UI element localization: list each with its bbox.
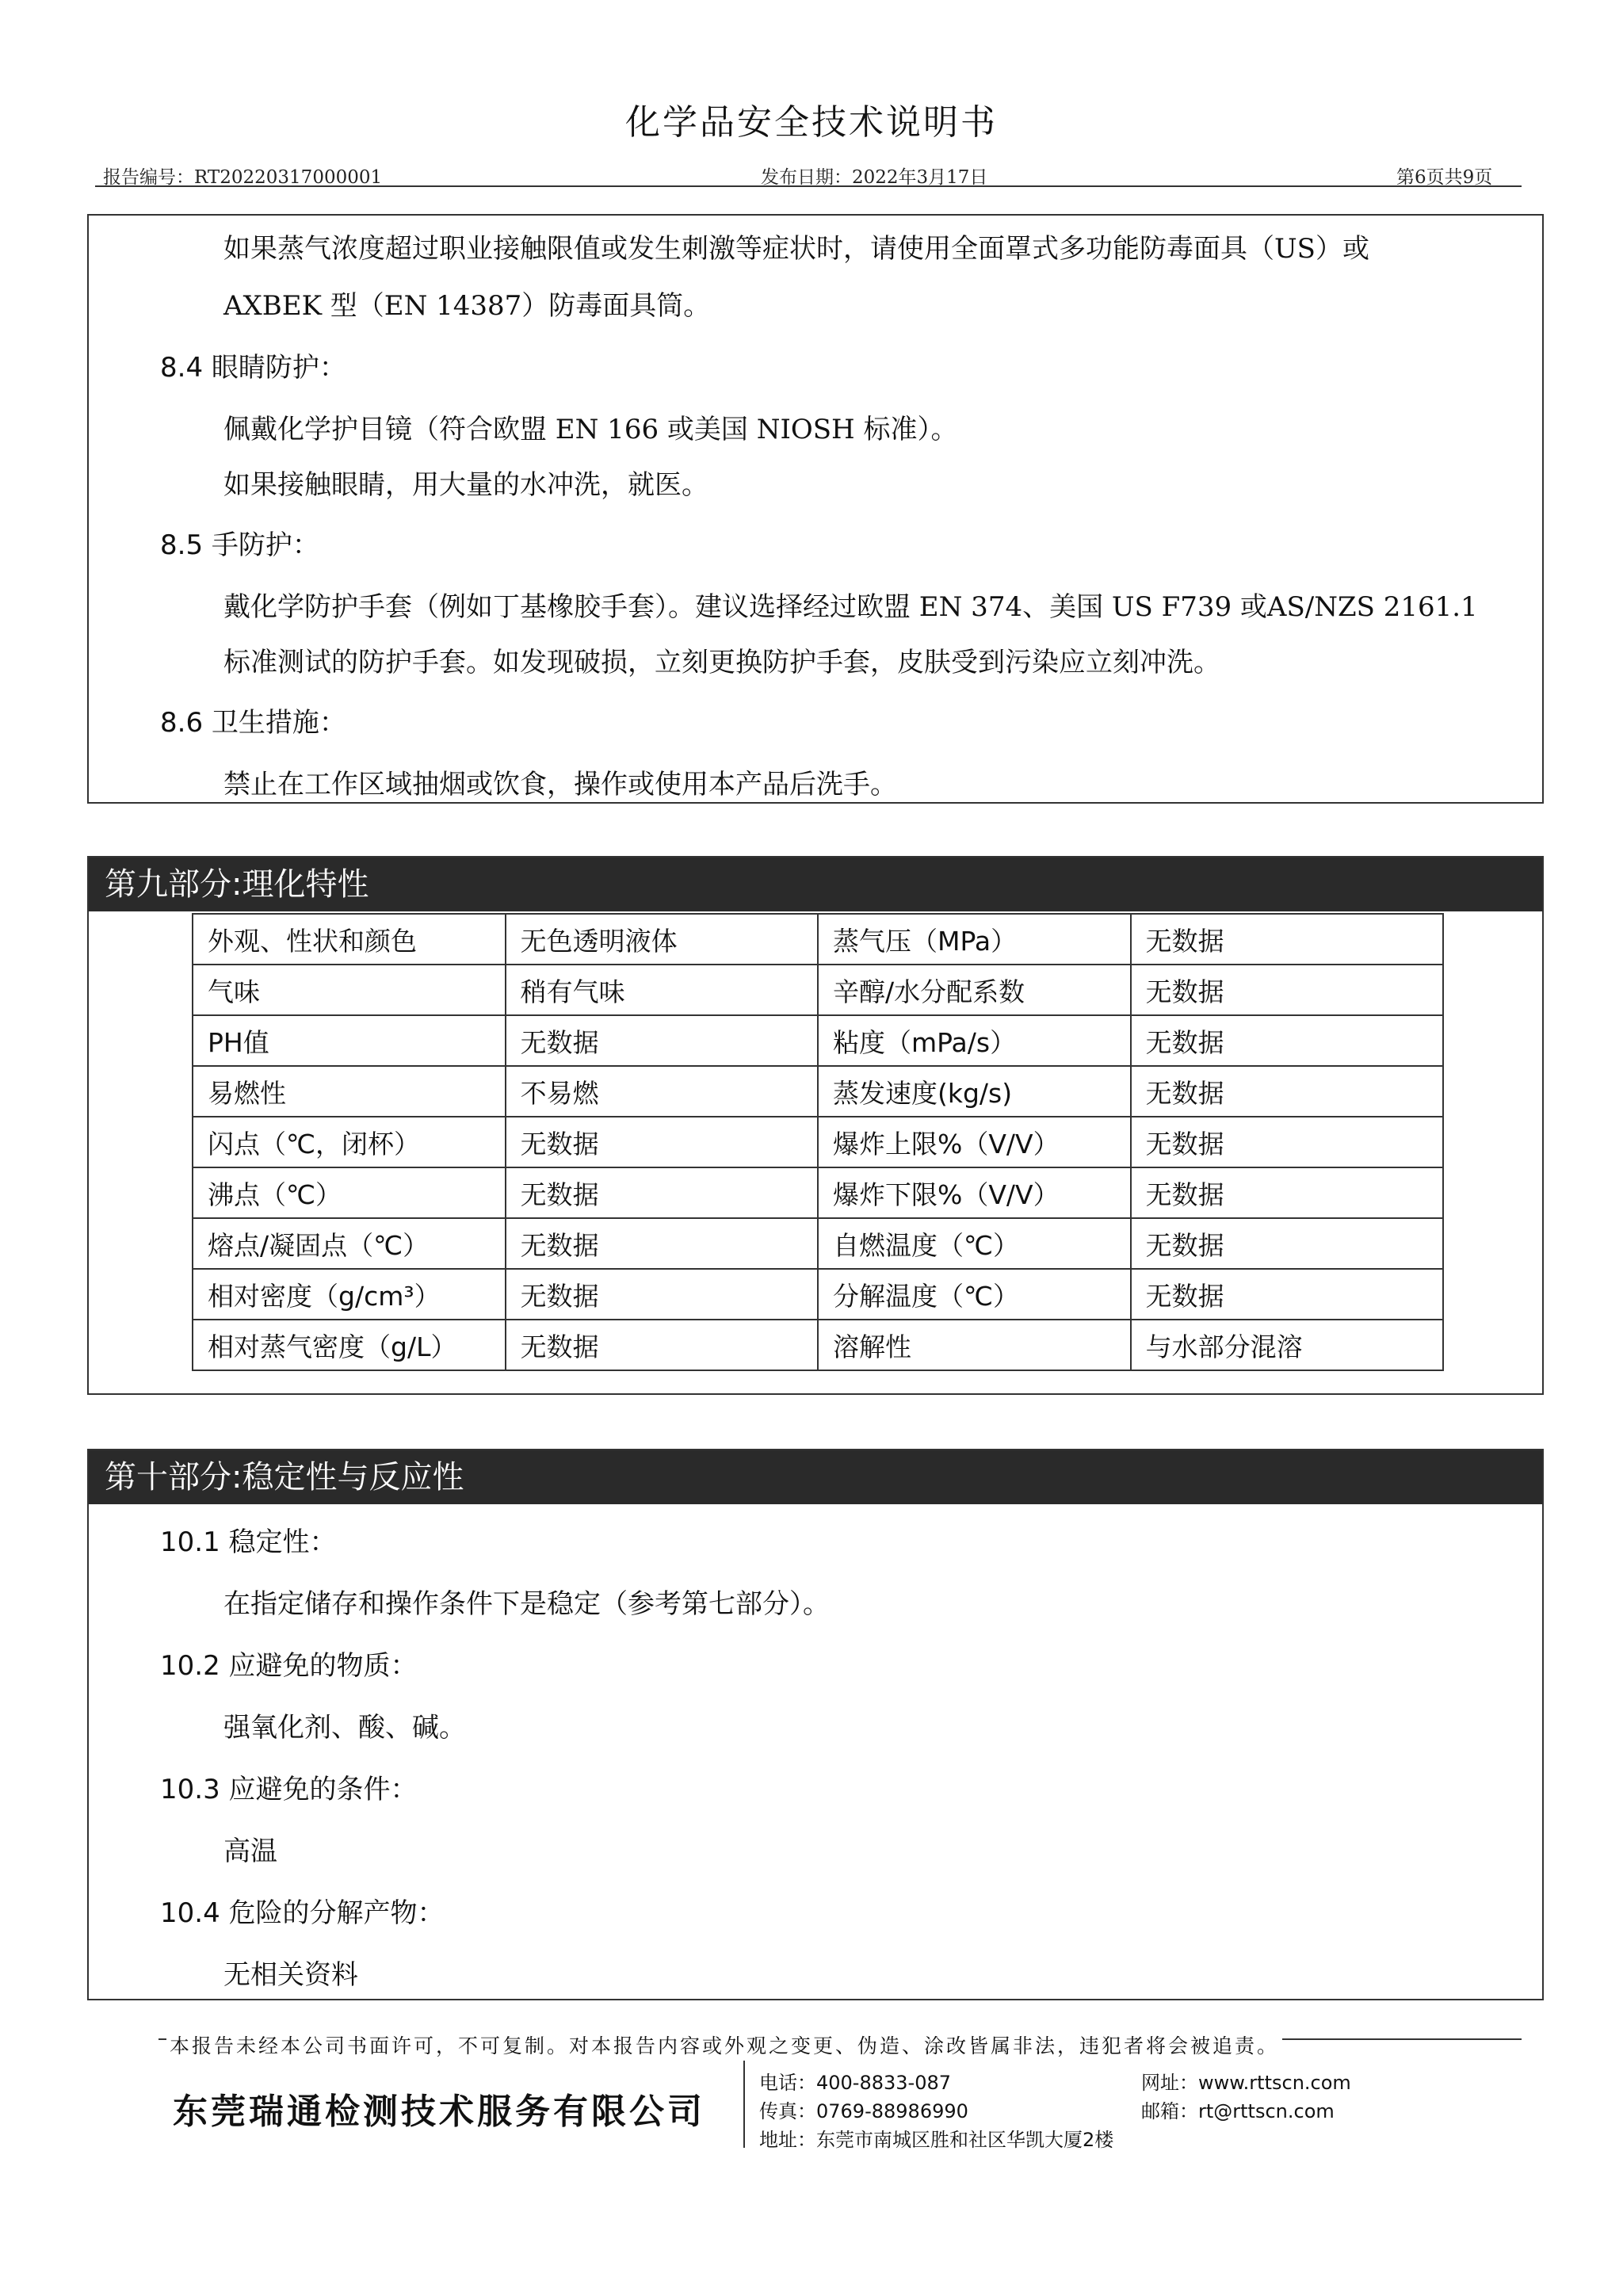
property-name: 易燃性: [193, 1066, 506, 1117]
para-hand-1: 戴化学防护手套（例如丁基橡胶手套）。建议选择经过欧盟 EN 374、美国 US F739 或AS/NZS 2161.1: [223, 591, 1478, 623]
section8-box: [87, 214, 1544, 804]
para-stability: 在指定储存和操作条件下是稳定（参考第七部分）。: [223, 1588, 830, 1620]
table-row: [193, 1269, 1443, 1320]
property-name: 熔点/凝固点（℃）: [193, 1218, 506, 1269]
heading-10-4: 10.4 危险的分解产物：: [160, 1897, 445, 1929]
table-row: [193, 1066, 1443, 1117]
property-value: 稍有气味: [506, 965, 818, 1015]
para-eye-2: 如果接触眼睛，用大量的水冲洗，就医。: [223, 469, 708, 501]
para-respirator-2: AXBEK 型（EN 14387）防毒面具筒。: [223, 290, 711, 322]
table-row: [193, 1320, 1443, 1370]
property-value: 无数据: [1131, 1117, 1443, 1167]
heading-10-3: 10.3 应避免的条件：: [160, 1774, 418, 1805]
para-hand-2: 标准测试的防护手套。如发现破损，立刻更换防护手套，皮肤受到污染应立刻冲洗。: [223, 647, 1220, 678]
property-name: 分解温度（℃）: [818, 1269, 1131, 1320]
property-name: 闪点（℃，闭杯）: [193, 1117, 506, 1167]
property-value: 无数据: [506, 1320, 818, 1370]
table-row: [193, 1015, 1443, 1066]
heading-10-2: 10.2 应避免的物质：: [160, 1650, 418, 1682]
property-value: 无数据: [506, 1015, 818, 1066]
property-name: 粘度（mPa/s）: [818, 1015, 1131, 1066]
footer-address: 地址：东莞市南城区胜和社区华凯大厦2楼: [759, 2129, 1114, 2151]
heading-8-6: 8.6 卫生措施：: [160, 707, 346, 739]
property-name: 相对蒸气密度（g/L）: [193, 1320, 506, 1370]
property-name: 自燃温度（℃）: [818, 1218, 1131, 1269]
footer-email[interactable]: 邮箱：rt@rttscn.com: [1141, 2100, 1335, 2122]
property-value: 无数据: [506, 1269, 818, 1320]
property-name: 外观、性状和颜色: [193, 914, 506, 965]
property-name: 爆炸下限%（V/V）: [818, 1167, 1131, 1218]
footer-fax: 传真：0769-88986990: [759, 2100, 968, 2122]
property-name: 气味: [193, 965, 506, 1015]
property-value: 无数据: [506, 1117, 818, 1167]
footer-notice: 本报告未经本公司书面许可，不可复制。对本报告内容或外观之变更、伪造、涂改皆属非法，违犯者将会被追责。: [166, 2030, 1282, 2059]
company-name: 东莞瑞通检测技术服务有限公司: [173, 2092, 705, 2132]
property-name: 蒸发速度(kg/s): [818, 1066, 1131, 1117]
property-name: 沸点（℃）: [193, 1167, 506, 1218]
table-row: [193, 1117, 1443, 1167]
property-value: 无数据: [1131, 1269, 1443, 1320]
section10-header: 第十部分:稳定性与反应性: [89, 1450, 1542, 1504]
table-row: [193, 1167, 1443, 1218]
footer-separator: [743, 2061, 745, 2148]
para-respirator-1: 如果蒸气浓度超过职业接触限值或发生刺激等症状时，请使用全面罩式多功能防毒面具（US）或: [223, 233, 1369, 265]
report-number: 报告编号：RT20220317000001: [103, 167, 383, 188]
property-name: PH值: [193, 1015, 506, 1066]
table-row: [193, 965, 1443, 1015]
header-divider: [95, 185, 1522, 187]
property-value: 无数据: [1131, 1167, 1443, 1218]
document-title: 化学品安全技术说明书: [625, 102, 998, 143]
property-value: 无色透明液体: [506, 914, 818, 965]
para-eye-1: 佩戴化学护目镜（符合欧盟 EN 166 或美国 NIOSH 标准）。: [223, 414, 958, 445]
property-name: 爆炸上限%（V/V）: [818, 1117, 1131, 1167]
property-value: 无数据: [1131, 914, 1443, 965]
property-name: 相对密度（g/cm³）: [193, 1269, 506, 1320]
heading-8-5: 8.5 手防护：: [160, 529, 319, 561]
para-conditions: 高温: [223, 1836, 277, 1867]
section9-box: [87, 856, 1544, 1395]
property-value: 无数据: [1131, 1218, 1443, 1269]
property-value: 无数据: [506, 1218, 818, 1269]
section10-box: [87, 1449, 1544, 2000]
property-name: 蒸气压（MPa）: [818, 914, 1131, 965]
property-value: 无数据: [506, 1167, 818, 1218]
property-value: 不易燃: [506, 1066, 818, 1117]
property-name: 溶解性: [818, 1320, 1131, 1370]
para-decomposition: 无相关资料: [223, 1959, 358, 1991]
property-name: 辛醇/水分配系数: [818, 965, 1131, 1015]
page-number: 第6页共9页: [1396, 167, 1493, 188]
table-row: [193, 1218, 1443, 1269]
property-value: 与水部分混溶: [1131, 1320, 1443, 1370]
footer-phone: 电话：400-8833-087: [759, 2072, 952, 2094]
heading-8-4: 8.4 眼睛防护：: [160, 352, 346, 384]
footer-website[interactable]: 网址：www.rttscn.com: [1141, 2072, 1351, 2094]
property-value: 无数据: [1131, 1066, 1443, 1117]
section9-header: 第九部分:理化特性: [89, 858, 1542, 911]
issue-date: 发布日期：2022年3月17日: [761, 167, 988, 188]
table-row: [193, 914, 1443, 965]
physical-properties-table: [192, 913, 1444, 1371]
para-incompatible: 强氧化剂、酸、碱。: [223, 1712, 466, 1744]
property-value: 无数据: [1131, 1015, 1443, 1066]
heading-10-1: 10.1 稳定性：: [160, 1526, 337, 1558]
para-hygiene-1: 禁止在工作区域抽烟或饮食，操作或使用本产品后洗手。: [223, 769, 897, 800]
property-value: 无数据: [1131, 965, 1443, 1015]
